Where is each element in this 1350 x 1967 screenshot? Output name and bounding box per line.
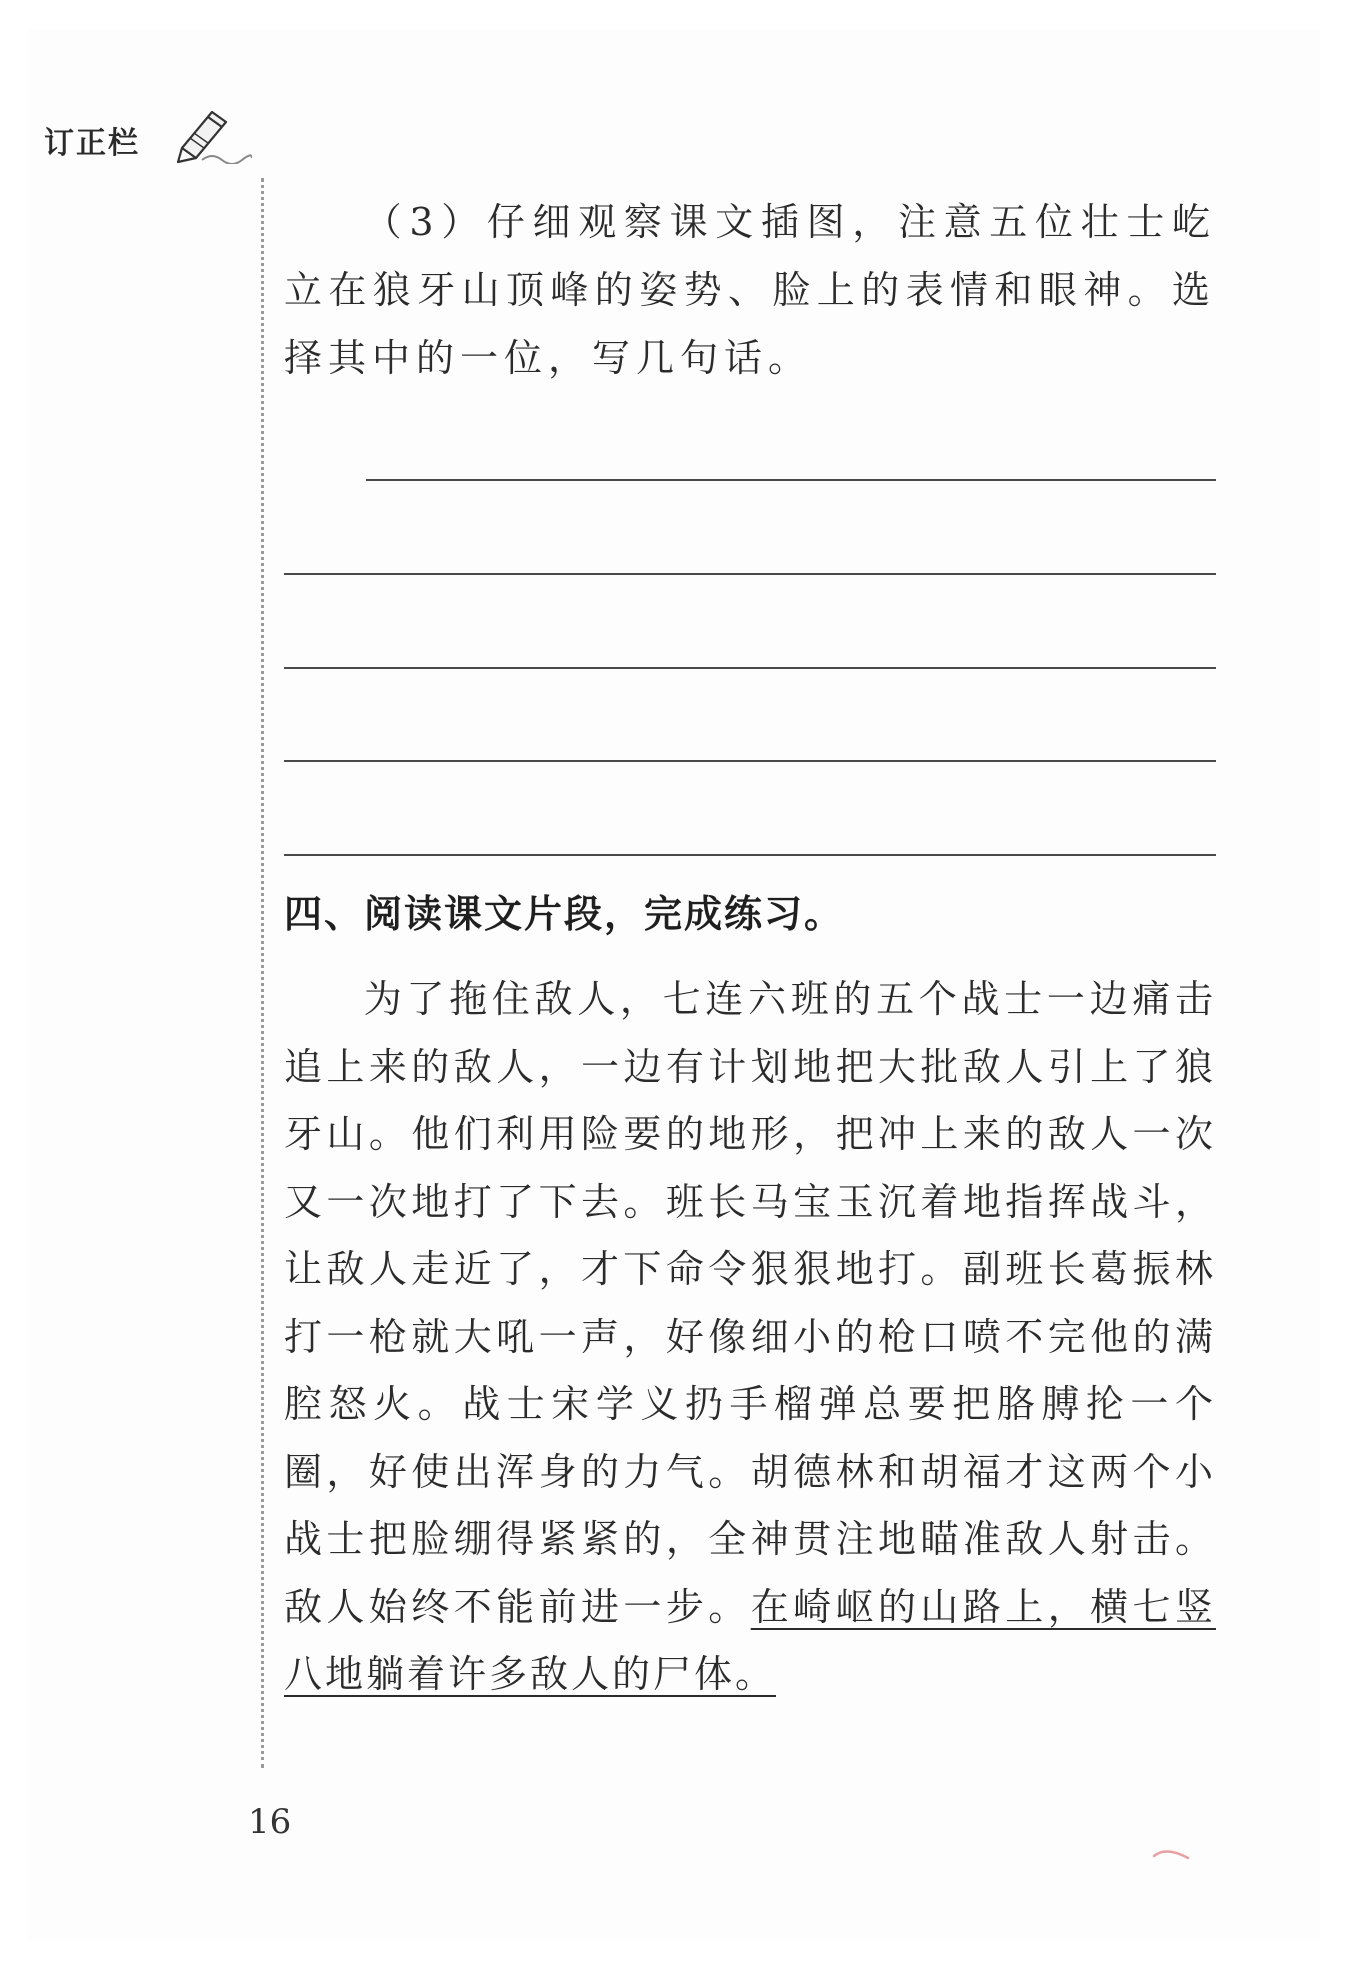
answer-line[interactable] [284, 854, 1216, 856]
margin-divider [261, 178, 264, 1768]
pencil-icon [168, 104, 252, 164]
page-number: 16 [248, 1802, 292, 1842]
passage-underlined-sentence: 在崎岖的山路上，横七竖八地躺着许多敌人的尸体。 [284, 1584, 1216, 1696]
question-3-text: （3）仔细观察课文插图，注意五位壮士屹立在狼牙山顶峰的姿势、脸上的表情和眼神。选择其中的一位，写几句话。 [284, 200, 1216, 380]
decorative-corner-mark [1152, 1846, 1190, 1860]
answer-line[interactable] [366, 479, 1216, 481]
question-3-prompt [284, 188, 1216, 392]
correction-column-label: 订正栏 [44, 126, 140, 161]
answer-line[interactable] [284, 667, 1216, 669]
answer-line[interactable] [284, 760, 1216, 762]
passage-text: 为了拖住敌人，七连六班的五个战士一边痛击追上来的敌人，一边有计划地把大批敌人引上了狼牙山。他们利用险要的地形，把冲上来的敌人一次又一次地打了下去。班长马宝玉沉着地指挥战斗，让敌人走近了，才下命令狠狠地打。副班长葛振林打一枪就大吼一声，好像细小的枪口喷不完他的满腔怒火。战士宋学义扔手榴弹总要把胳膊抡一个圈，好使出浑身的力气。胡德林和胡福才这两个小战士把脸绷得紧紧的，全神贯注地瞄准敌人射击。敌人始终不能前进一步。 [284, 977, 1216, 1629]
answer-line[interactable] [284, 573, 1216, 575]
reading-passage [284, 966, 1216, 1709]
section-4-heading: 四、阅读课文片段，完成练习。 [284, 892, 845, 936]
